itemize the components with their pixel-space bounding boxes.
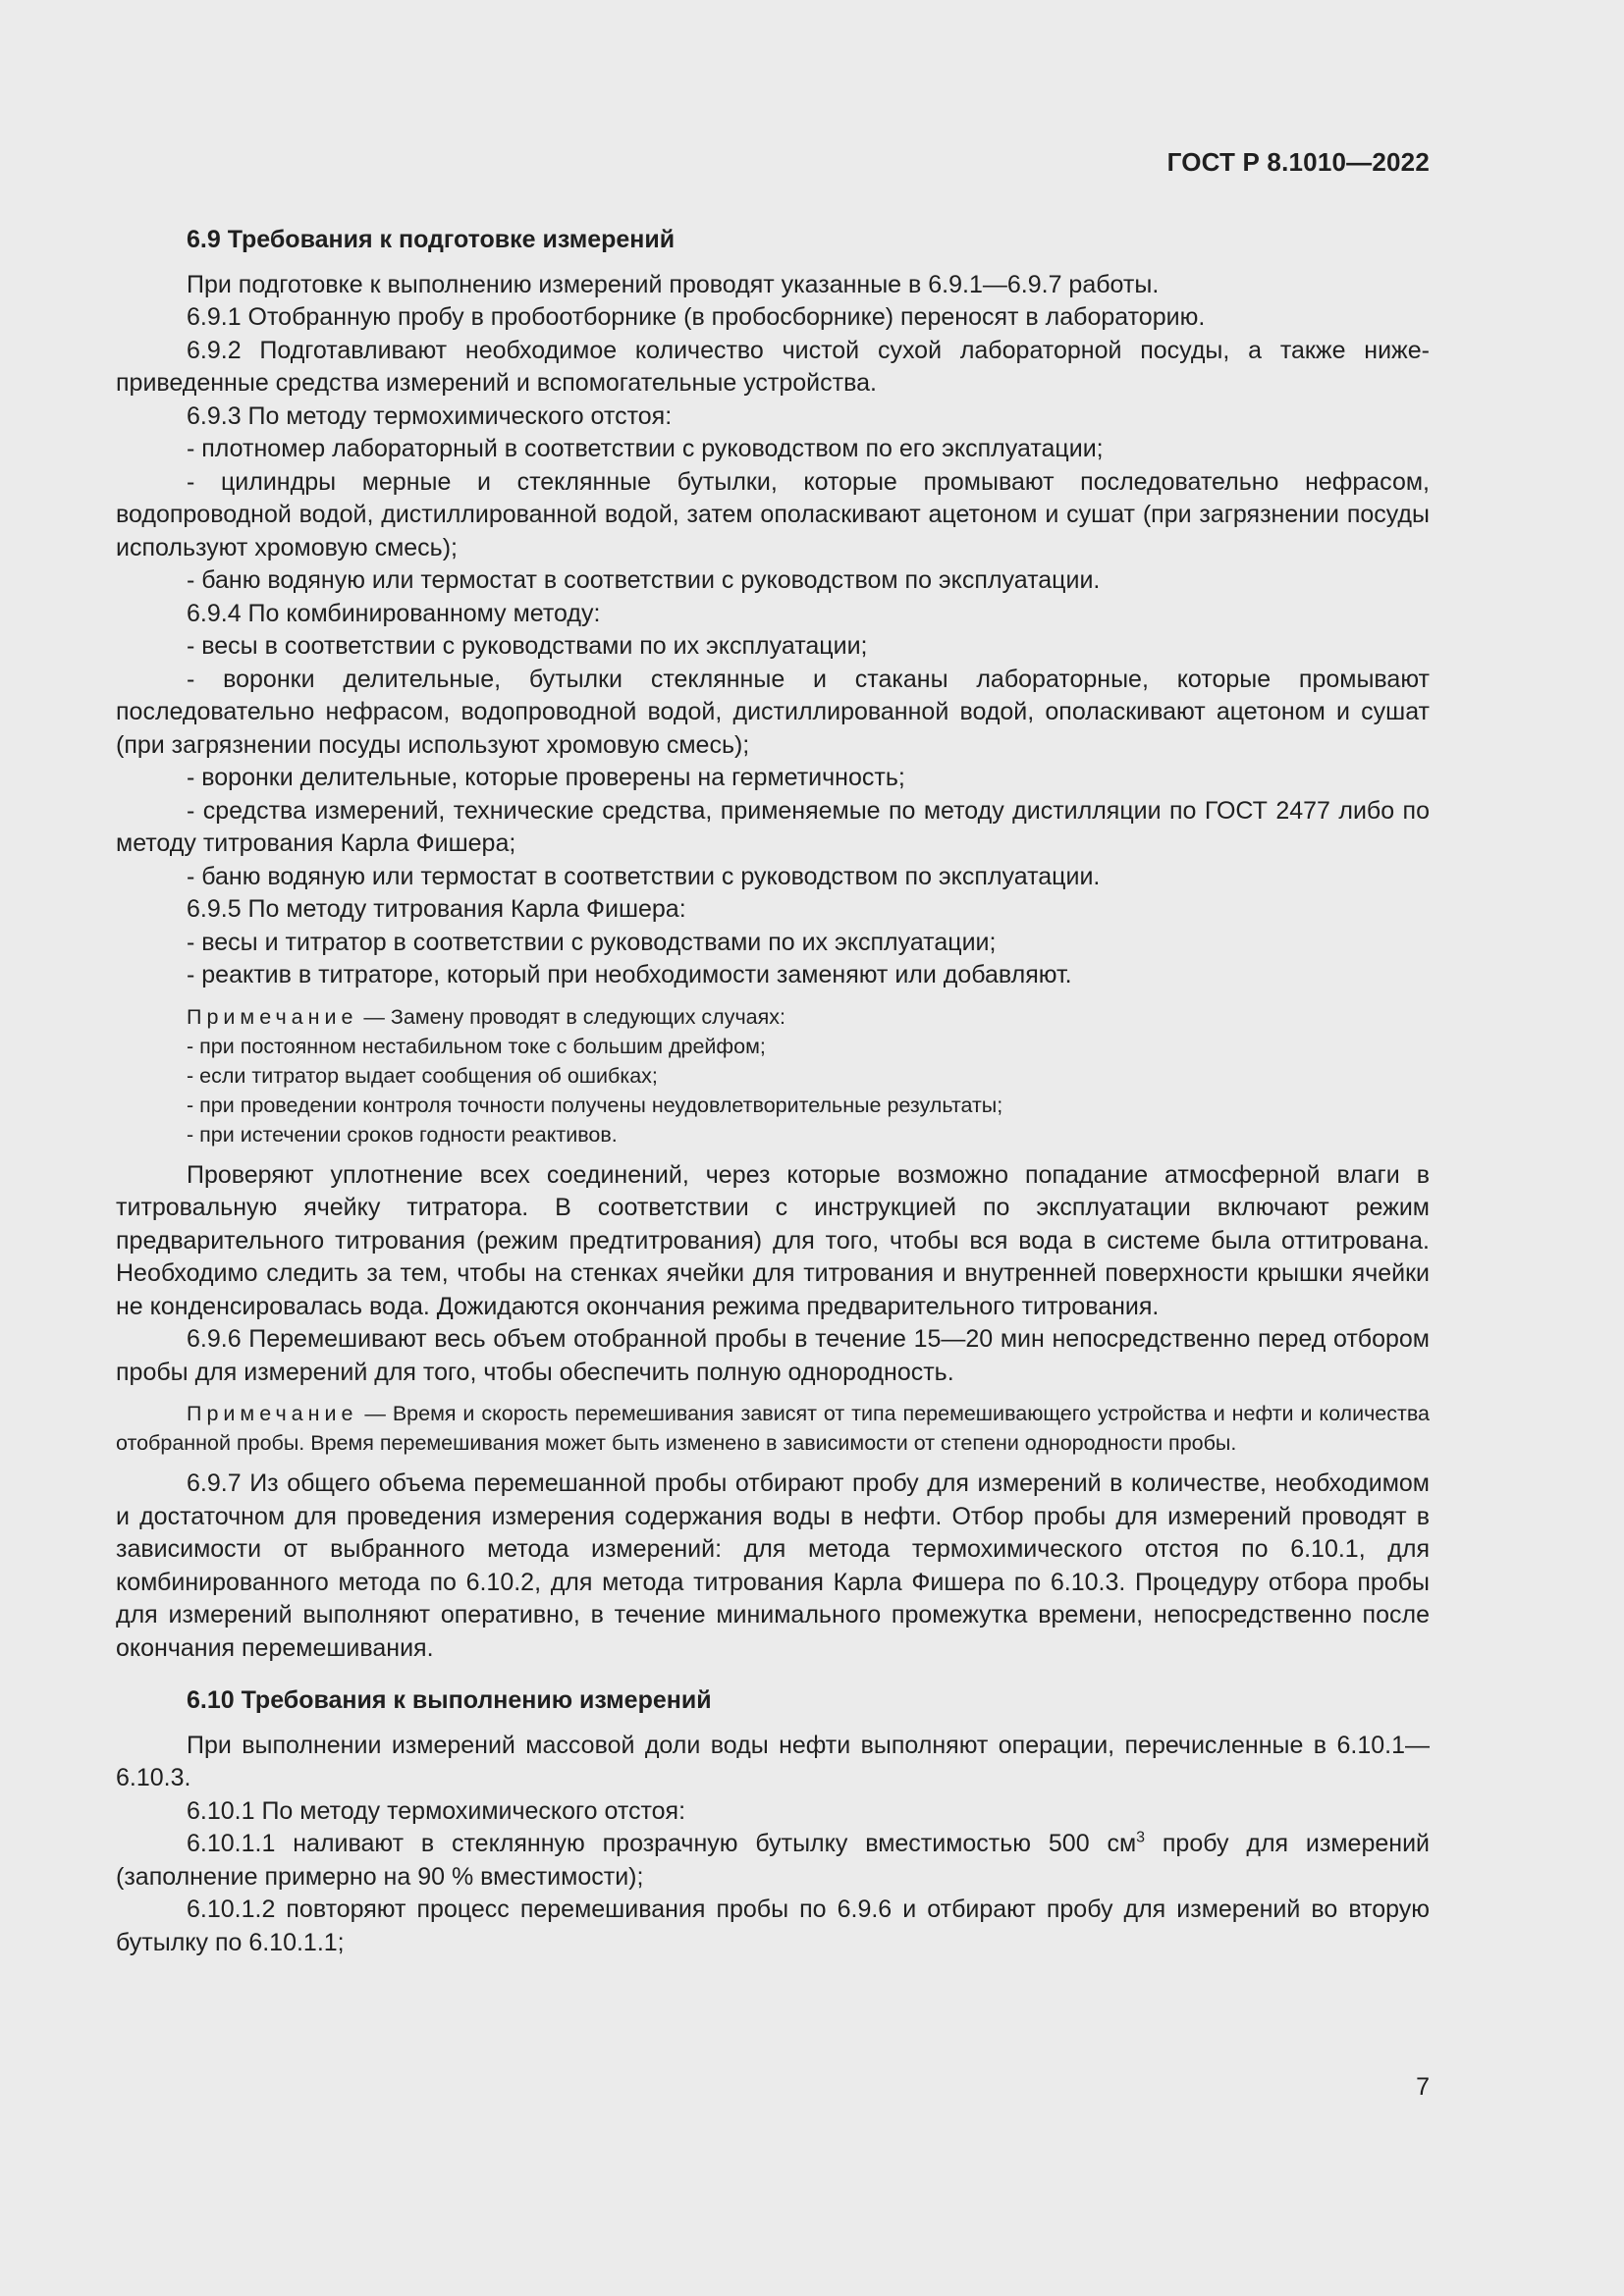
superscript: 3: [1136, 1829, 1146, 1846]
paragraph: 6.9.4 По комбинированному методу:: [187, 599, 601, 627]
list-item: - баню водяную или термостат в соответствии с руководством по эксплуатации.: [187, 566, 1101, 594]
paragraph: 6.9.3 По методу термохимического отстоя:: [187, 401, 673, 430]
list-item: - реактив в титраторе, который при необходимости заменяют или добавляют.: [187, 961, 1072, 988]
paragraph: [116, 1828, 1430, 1894]
paragraph: 6.9.1 Отобранную пробу в пробоотборнике (в пробосборнике) переносят в лабораторию.: [187, 303, 1206, 331]
list-item: - средства измерений, технические средства, применяемые по методу дистилляции по ГОСТ 2477 либо по методу титрования Карла Фишера;: [116, 796, 1430, 857]
note-intro: [116, 1002, 1430, 1032]
note-list-item: - при проведении контроля точности получены неудовлетворительные результаты;: [187, 1093, 1003, 1117]
note-block-mixing: [116, 1399, 1430, 1458]
list-item: - баню водяную или термостат в соответствии с руководством по эксплуатации.: [187, 862, 1101, 890]
note-label: Примечание: [187, 1402, 358, 1425]
section-heading-6-9: 6.9 Требования к подготовке измерений: [187, 226, 676, 253]
paragraph: 6.10.1.2 повторяют процесс перемешивания пробы по 6.9.6 и отбирают пробу для измерений во вторую бутылку по 6.10.1.1;: [116, 1896, 1430, 1956]
page-number: 7: [1416, 2073, 1430, 2101]
note-body: — Время и скорость перемешивания зависят от типа перемешивающего устройства и нефти и количества отобранной пробы. Время перемешивания может быть изменено в зависимости от степени однородности пробы.: [116, 1402, 1430, 1455]
list-item: - весы в соответствии с руководствами по их эксплуатации;: [187, 632, 868, 660]
note-block-reagent: [116, 1002, 1430, 1149]
paragraph: Проверяют уплотнение всех соединений, через которые возможно попадание атмосферной влаги в титровальную ячейку титратора. В соответствии с инструкцией по эксплуатации включают режим предварительного титрования (режим предтитрования) для того, чтобы вся вода в системе была оттитрована. Необходимо следить за тем, чтобы на стенках ячейки для титрования и внутренней поверхности крышки ячейки не конденсировалась вода. Дожидаются окончания режима предварительного титрования.: [116, 1160, 1430, 1320]
note-list-item: - если титратор выдает сообщения об ошибках;: [187, 1063, 658, 1088]
paragraph: 6.9.6 Перемешивают весь объем отобранной пробы в течение 15—20 мин непосредственно перед отбором пробы для измерений для того, чтобы обеспечить полную однородность.: [116, 1325, 1430, 1386]
list-item: - весы и титратор в соответствии с руководствами по их эксплуатации;: [187, 928, 997, 956]
paragraph: При подготовке к выполнению измерений проводят указанные в 6.9.1—6.9.7 работы.: [187, 270, 1160, 298]
list-item: - воронки делительные, бутылки стеклянные и стаканы лабораторные, которые промывают последовательно нефрасом, водопроводной водой, дистиллированной водой, ополаскивают ацетоном и сушат (при загрязнении посуды используют хромовую смесь);: [116, 665, 1430, 759]
paragraph-text: 6.10.1.1 наливают в стеклянную прозрачную бутылку вместимостью 500 см: [187, 1830, 1137, 1857]
list-item: - воронки делительные, которые проверены на герметичность;: [187, 764, 905, 791]
note-list-item: - при постоянном нестабильном токе с большим дрейфом;: [187, 1034, 766, 1058]
paragraph: 6.9.5 По методу титрования Карла Фишера:: [187, 895, 686, 923]
note-label: Примечание: [187, 1004, 358, 1029]
section-heading-6-10: 6.10 Требования к выполнению измерений: [187, 1686, 712, 1714]
paragraph: 6.9.7 Из общего объема перемешанной пробы отбирают пробу для измерений в количестве, необходимом и достаточном для проведения измерения содержания воды в нефти. Отбор пробы для измерений проводят в зависимости от выбранного метода измерений: для метода термохимического отстоя по 6.10.1, для комбинированного метода по 6.10.2, для метода титрования Карла Фишера по 6.10.3. Процедуру отбора пробы для измерений выполняют оперативно, в течение минимального промежутка времени, непосредственно после окончания перемешивания.: [116, 1469, 1430, 1662]
list-item: - цилиндры мерные и стеклянные бутылки, которые промывают последовательно нефрасом, водопроводной водой, дистиллированной водой, затем ополаскивают ацетоном и сушат (при загрязнении посуды используют хромовую смесь);: [116, 467, 1430, 561]
document-code-header: ГОСТ Р 8.1010—2022: [1166, 147, 1430, 177]
note-text: [116, 1399, 1430, 1458]
note-intro-text: — Замену проводят в следующих случаях:: [357, 1004, 785, 1029]
paragraph-text: пробу для измерений (заполнение примерно на 90 % вместимости);: [116, 1830, 1430, 1891]
note-list-item: - при истечении сроков годности реактивов.: [187, 1122, 618, 1147]
paragraph: 6.9.2 Подготавливают необходимое количество чистой сухой лабораторной посуды, а также ниже-приведенные средства измерений и вспомогательные устройства.: [116, 336, 1430, 397]
paragraph: 6.10.1 По методу термохимического отстоя:: [187, 1796, 686, 1825]
paragraph: При выполнении измерений массовой доли воды нефти выполняют операции, перечисленные в 6.10.1—6.10.3.: [116, 1731, 1430, 1791]
document-body: [116, 224, 1430, 1959]
list-item: - плотномер лабораторный в соответствии с руководством по его эксплуатации;: [187, 435, 1104, 462]
